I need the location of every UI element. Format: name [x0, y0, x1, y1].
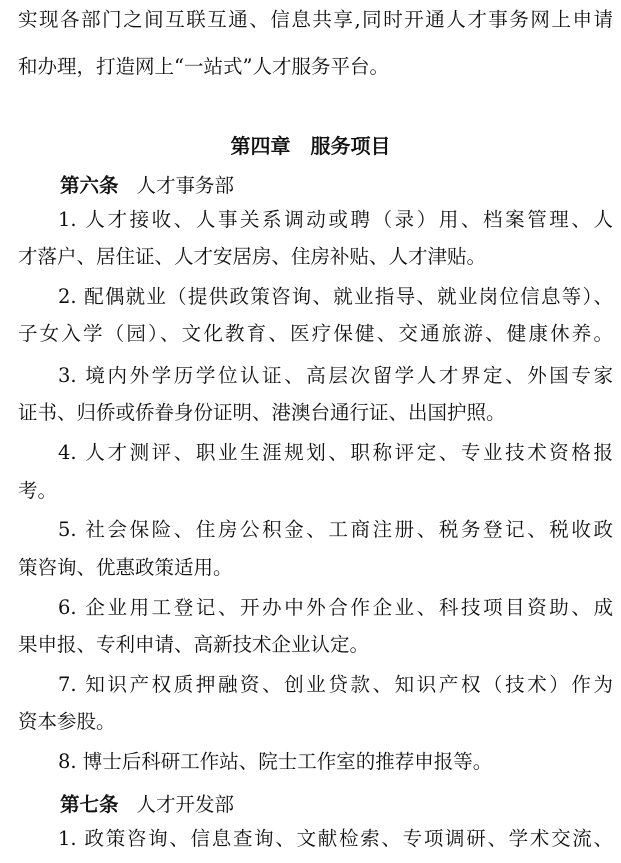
article-6-department: 人才事务部: [136, 174, 235, 197]
article-6-number: 第六条: [60, 174, 119, 197]
article-6-item-2-line-1: 2. 配偶就业（提供政策咨询、就业指导、就业岗位信息等）、: [58, 285, 613, 308]
article-6-heading: [60, 170, 234, 198]
article-6-item-1-line-2: 才落户、居住证、人才安居房、住房补贴、人才津贴。: [18, 245, 487, 268]
article-6-item-1-line-1: 1. 人才接收、人事关系调动或聘（录）用、档案管理、人: [58, 208, 613, 231]
intro-line-2: 和办理，打造网上“一站式”人才服务平台。: [18, 55, 389, 78]
article-6-item-7-line-2: 资本参股。: [18, 710, 116, 733]
article-7-number: 第七条: [60, 793, 119, 816]
article-6-item-2-line-2: 子女入学（园）、文化教育、医疗保健、交通旅游、健康休养。: [18, 322, 613, 345]
article-7-heading: [60, 789, 234, 817]
article-7-item-1-line-1: 1. 政策咨询、信息查询、文献检索、专项调研、学术交流、: [58, 827, 613, 850]
article-6-item-6-line-1: 6. 企业用工登记、开办中外合作企业、科技项目资助、成: [58, 596, 613, 619]
article-6-item-8-line-1: 8. 博士后科研工作站、院士工作室的推荐申报等。: [58, 750, 493, 773]
article-6-item-5-line-1: 5. 社会保险、住房公积金、工商注册、税务登记、税收政: [58, 518, 613, 541]
article-6-item-4-line-2: 考。: [18, 479, 58, 502]
article-6-item-7-line-1: 7. 知识产权质押融资、创业贷款、知识产权（技术）作为: [58, 673, 613, 696]
article-6-item-6-line-2: 果申报、专利申请、高新技术企业认定。: [18, 633, 370, 656]
article-6-item-4-line-1: 4. 人才测评、职业生涯规划、职称评定、专业技术资格报: [58, 441, 613, 464]
article-7-department: 人才开发部: [136, 793, 235, 816]
article-6-item-5-line-2: 策咨询、优惠政策适用。: [18, 556, 233, 579]
article-6-item-3-line-2: 证书、归侨或侨眷身份证明、港澳台通行证、出国护照。: [18, 401, 506, 424]
article-6-item-3-line-1: 3. 境内外学历学位认证、高层次留学人才界定、外国专家: [58, 364, 613, 387]
intro-line-1: 实现各部门之间互联互通、信息共享,同时开通人才事务网上申请: [18, 8, 613, 31]
chapter-heading: 第四章 服务项目: [230, 134, 391, 158]
